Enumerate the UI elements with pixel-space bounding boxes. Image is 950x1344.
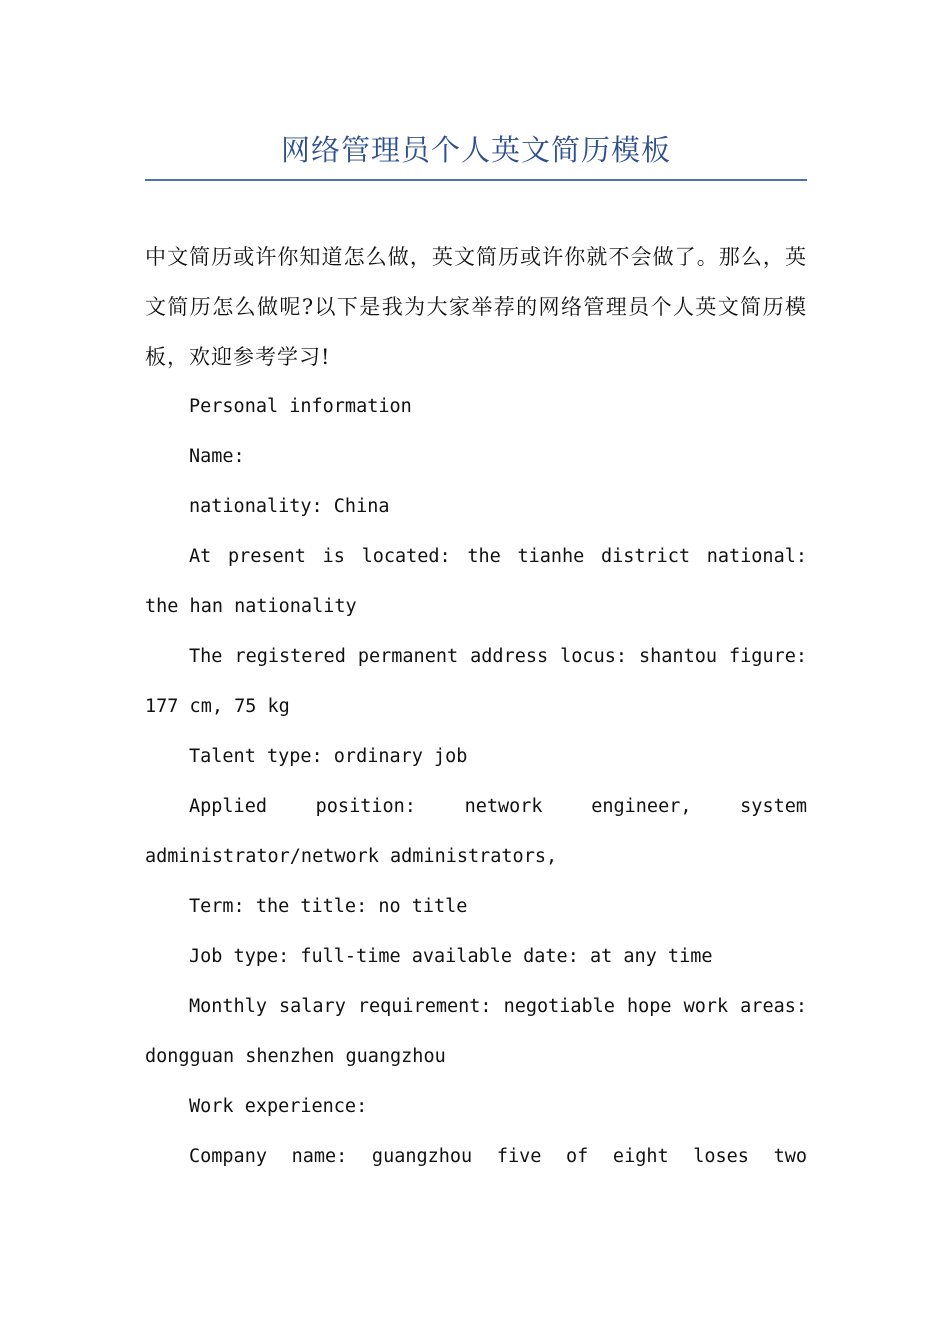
- applied-position-line: Applied position: network engineer, system administrator/network administrators,: [145, 796, 807, 867]
- company-line: Company name: guangzhou five of eight loses two: [189, 1146, 807, 1167]
- name-line: Name:: [189, 446, 245, 467]
- document-title: 网络管理员个人英文简历模板: [280, 133, 671, 167]
- term-line: Term: the title: no title: [189, 896, 468, 917]
- job-type-line: Job type: full-time available date: at any time: [189, 946, 713, 967]
- intro-paragraph: 中文简历或许你知道怎么做，英文简历或许你就不会做了。那么，英文简历怎么做呢?以下是我为大家举荐的网络管理员个人英文简历模板，欢迎参考学习!: [145, 245, 807, 369]
- salary-line: Monthly salary requirement: negotiable hope work areas: dongguan shenzhen guangzhou: [145, 996, 807, 1067]
- personal-info-heading: Personal information: [189, 396, 412, 417]
- talent-type-line: Talent type: ordinary job: [189, 746, 468, 767]
- document-body: [145, 232, 807, 1182]
- nationality-line: nationality: China: [189, 496, 390, 517]
- title-underline: [145, 179, 807, 181]
- location-line: At present is located: the tianhe district national: the han nationality: [145, 546, 807, 617]
- registered-address-line: The registered permanent address locus: shantou figure: 177 cm, 75 kg: [145, 646, 807, 717]
- work-experience-heading: Work experience:: [189, 1096, 368, 1117]
